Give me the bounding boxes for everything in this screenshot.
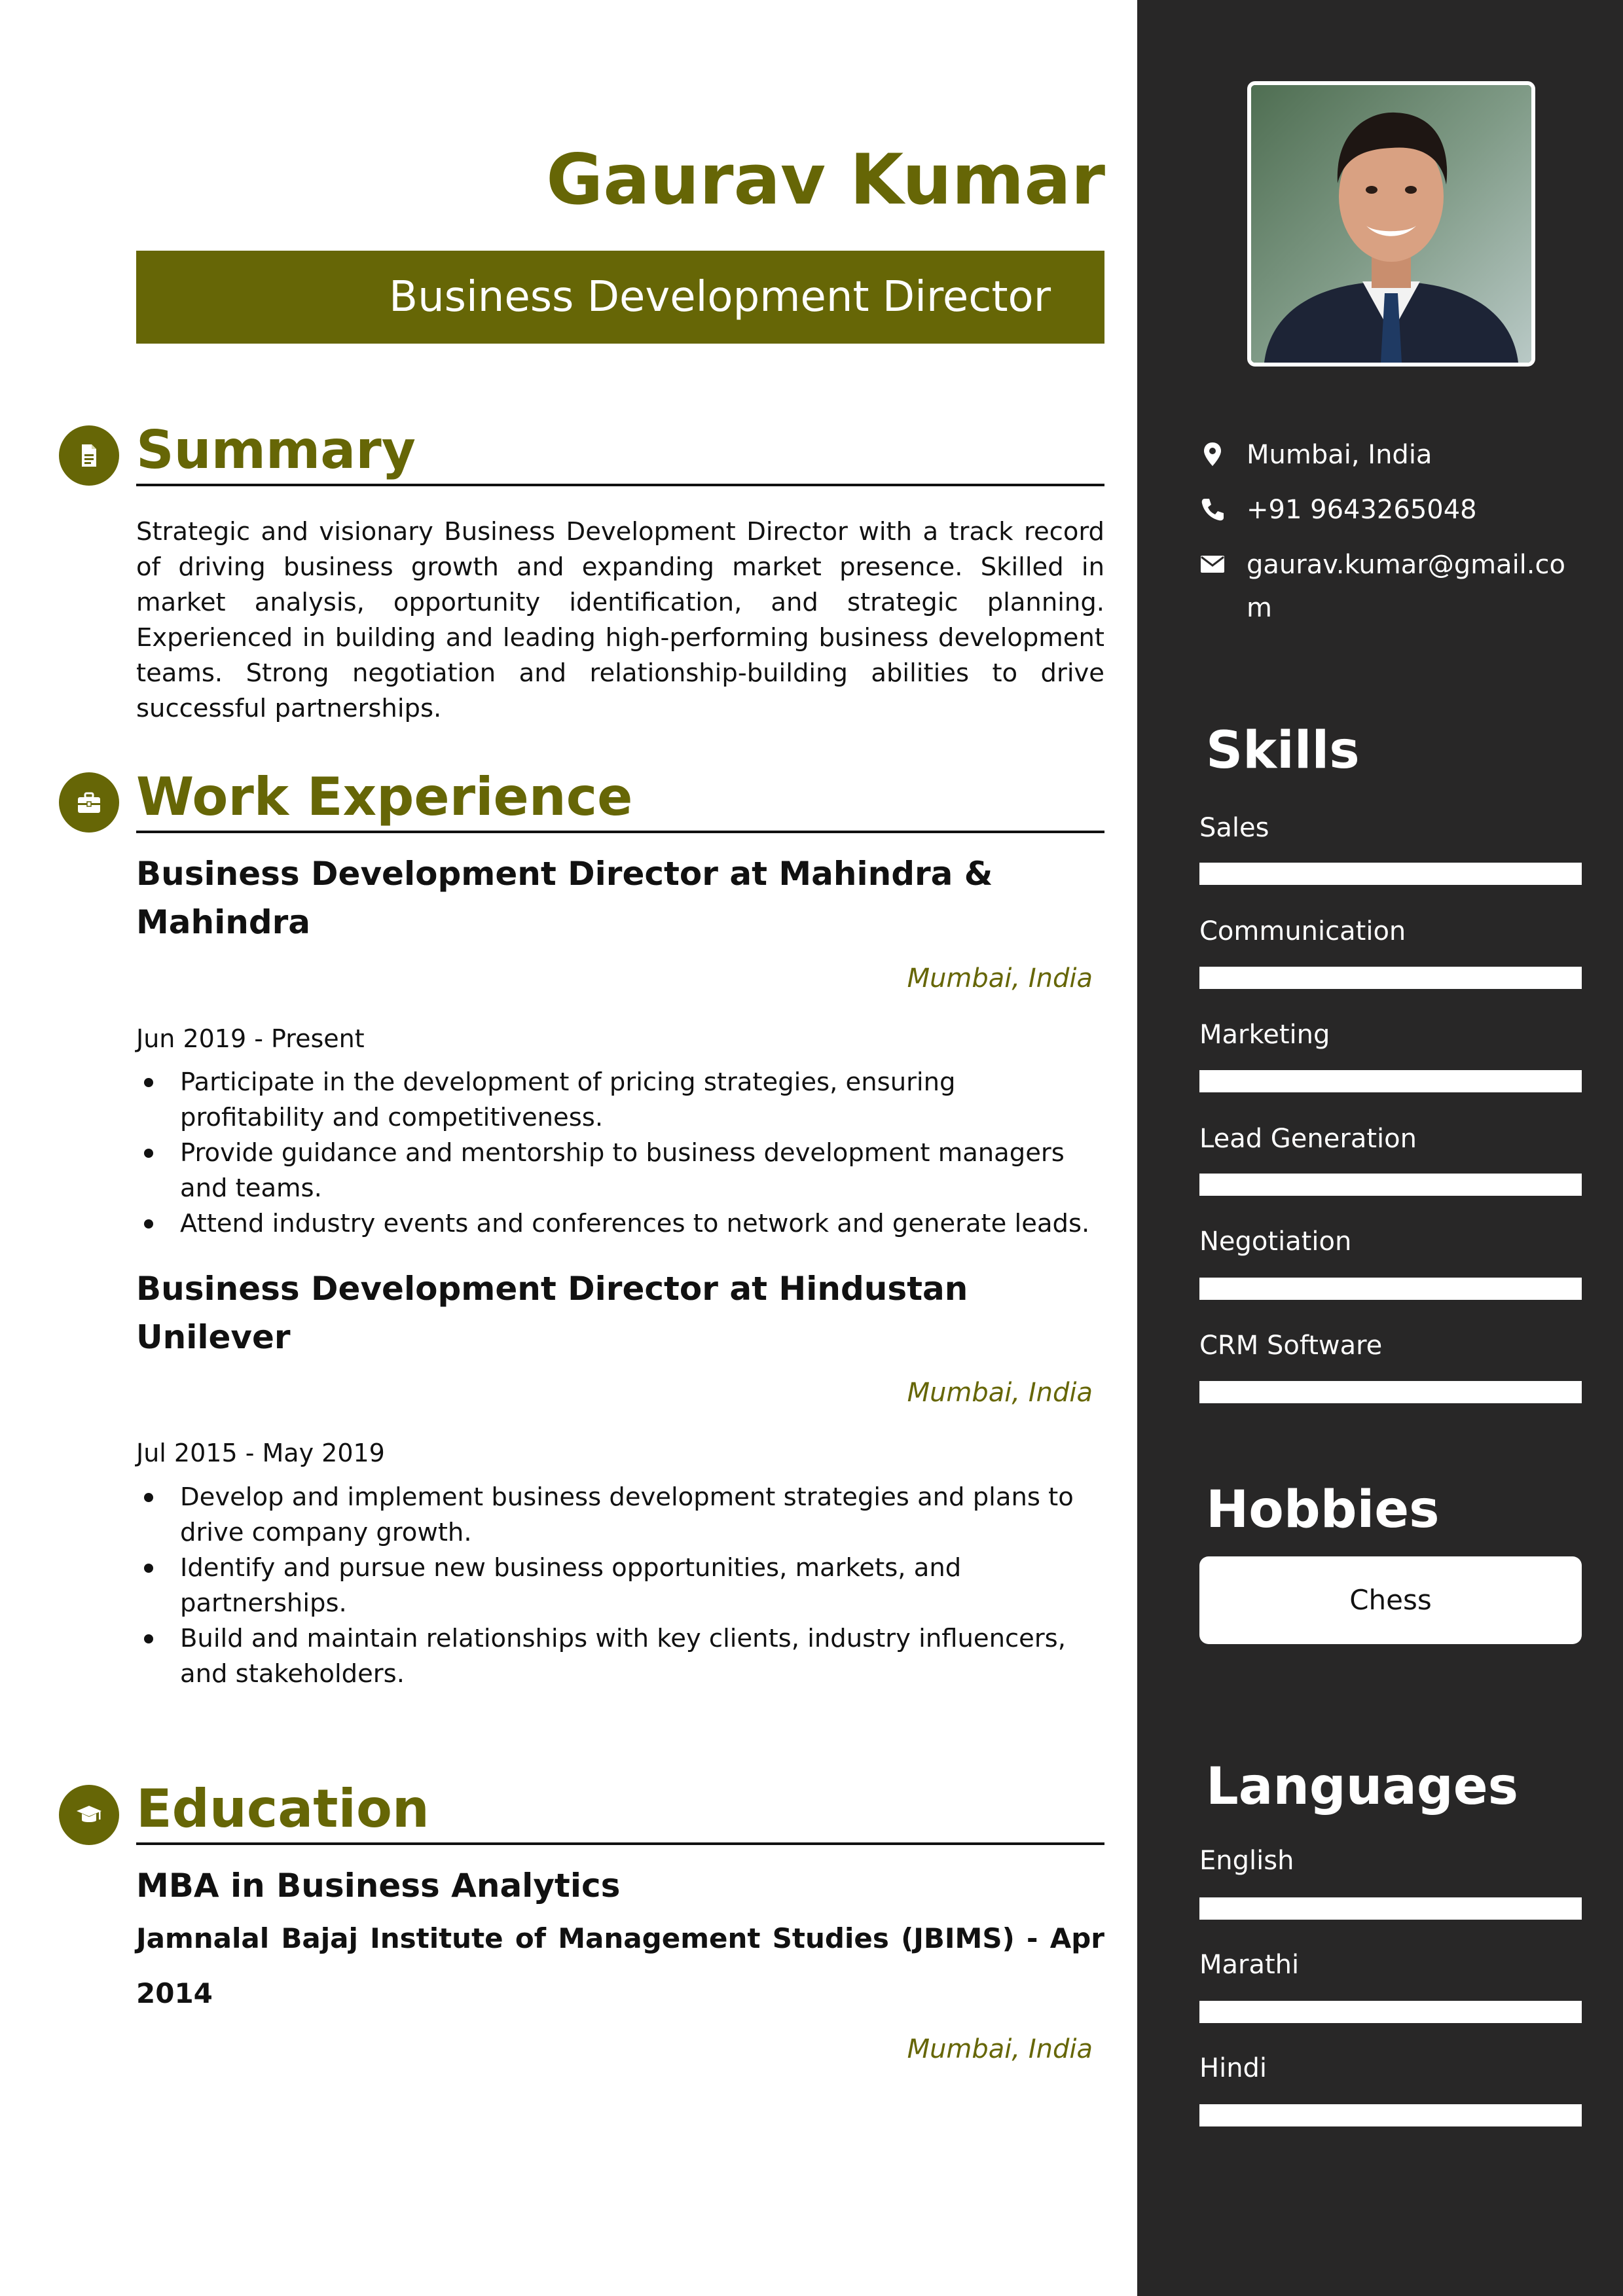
languages-heading: Languages	[1206, 1757, 1519, 1816]
language-bar	[1199, 2104, 1582, 2126]
phone-text[interactable]: +91 9643265048	[1247, 495, 1477, 525]
job-2-title: Business Development Director at Hindustan Unilever	[136, 1270, 968, 1356]
summary-text: Strategic and visionary Business Development Director with a track record of driving business growth and expanding market presence. Skilled in market analysis, opportunity identification, and strategic planning. Experienced in building and leading high-performing business development teams. Strong negotiation and relationship-building abilities to drive successful partnerships.	[136, 517, 1104, 723]
skill-label: Marketing	[1199, 1020, 1330, 1050]
education-heading: Education	[136, 1778, 429, 1839]
language-label: Hindi	[1199, 2053, 1267, 2083]
map-pin-icon	[1199, 441, 1226, 467]
document-icon	[59, 425, 119, 486]
job-1-location: Mumbai, India	[907, 963, 1093, 994]
education-location: Mumbai, India	[907, 2034, 1093, 2064]
briefcase-icon	[59, 772, 119, 833]
summary-divider	[136, 484, 1104, 486]
job-2-dates: Jul 2015 - May 2019	[136, 1439, 385, 1467]
hobby-chip: Chess	[1199, 1556, 1582, 1644]
job-2-location: Mumbai, India	[907, 1378, 1093, 1408]
skill-bar	[1199, 863, 1582, 885]
job-1-title: Business Development Director at Mahindra & Mahindra	[136, 855, 993, 941]
education-divider	[136, 1842, 1104, 1845]
list-item: Attend industry events and conferences to network and generate leads.	[136, 1206, 1104, 1242]
list-item: Participate in the development of pricing strategies, ensuring profitability and competitiveness.	[136, 1065, 1104, 1136]
graduation-cap-icon	[59, 1785, 119, 1845]
language-label: English	[1199, 1846, 1294, 1876]
skill-label: Sales	[1199, 813, 1269, 843]
skill-bar	[1199, 1070, 1582, 1092]
list-item: Develop and implement business development strategies and plans to drive company growth.	[136, 1480, 1104, 1551]
education-degree: MBA in Business Analytics	[136, 1867, 621, 1905]
phone-icon	[1199, 496, 1226, 522]
location-text: Mumbai, India	[1247, 440, 1432, 470]
skill-bar	[1199, 1278, 1582, 1300]
education-school: Jamnalal Bajaj Institute of Management Studies (JBIMS) - Apr 2014	[136, 1922, 1104, 2009]
skills-heading: Skills	[1206, 721, 1360, 780]
job-2-bullets	[136, 1480, 1104, 1692]
experience-divider	[136, 831, 1104, 833]
list-item: Provide guidance and mentorship to business development managers and teams.	[136, 1136, 1104, 1206]
hobbies-heading: Hobbies	[1206, 1480, 1440, 1539]
language-bar	[1199, 2001, 1582, 2023]
skill-bar	[1199, 967, 1582, 989]
avatar	[1247, 81, 1535, 367]
job-title-banner: Business Development Director	[136, 251, 1104, 344]
skill-bar	[1199, 1381, 1582, 1403]
email-text[interactable]: gaurav.kumar@gmail.com	[1247, 550, 1565, 623]
skill-bar	[1199, 1174, 1582, 1196]
language-label: Marathi	[1199, 1950, 1300, 1980]
envelope-icon	[1199, 551, 1226, 577]
job-1-bullets	[136, 1065, 1104, 1242]
list-item: Build and maintain relationships with key clients, industry influencers, and stakeholders.	[136, 1621, 1104, 1692]
job-1-dates: Jun 2019 - Present	[136, 1024, 365, 1053]
list-item: Identify and pursue new business opportunities, markets, and partnerships.	[136, 1551, 1104, 1621]
skill-label: CRM Software	[1199, 1331, 1383, 1361]
experience-heading: Work Experience	[136, 766, 633, 827]
candidate-name: Gaurav Kumar	[546, 139, 1105, 220]
skill-label: Negotiation	[1199, 1227, 1352, 1257]
skill-label: Communication	[1199, 916, 1406, 946]
language-bar	[1199, 1897, 1582, 1920]
summary-heading: Summary	[136, 420, 416, 480]
skill-label: Lead Generation	[1199, 1124, 1417, 1154]
sidebar	[1137, 0, 1623, 2296]
